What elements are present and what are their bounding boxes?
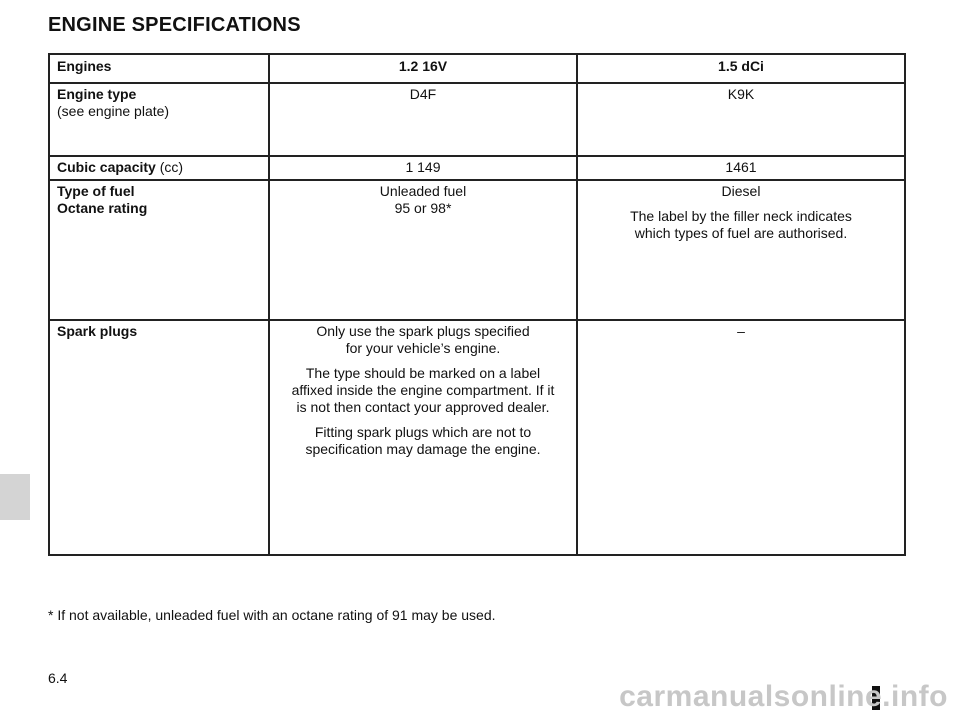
table-header-row [49, 54, 905, 83]
spark-plugs-line: affixed inside the engine compartment. If it [291, 382, 555, 398]
footnote: * If not available, unleaded fuel with an octane rating of 91 may be used. [48, 607, 496, 623]
fuel-value-2-line: The label by the filler neck indicates [630, 208, 852, 224]
spark-plugs-line: specification may damage the engine. [305, 441, 541, 457]
cubic-capacity-value-2: 1461 [577, 156, 905, 180]
cubic-capacity-value-1: 1 149 [269, 156, 577, 180]
cubic-capacity-unit: (cc) [155, 159, 184, 175]
engine-type-value-1: D4F [269, 83, 577, 156]
table-row-engine-type [49, 83, 905, 156]
spark-plugs-line: Only use the spark plugs specified [316, 323, 530, 339]
spark-plugs-label-cell [49, 320, 269, 555]
engine-type-label-cell [49, 83, 269, 156]
engine-type-label: Engine type [57, 86, 137, 102]
spark-plugs-line: The type should be marked on a label [305, 365, 541, 381]
page-number: 6.4 [48, 670, 68, 686]
fuel-value-2-line: Diesel [721, 183, 761, 199]
spark-plugs-value-1 [269, 320, 577, 555]
octane-rating-label: Octane rating [57, 200, 148, 216]
fuel-label-cell [49, 180, 269, 320]
header-engine-2: 1.5 dCi [577, 54, 905, 83]
table-row-spark-plugs [49, 320, 905, 555]
cubic-capacity-label-cell [49, 156, 269, 180]
fuel-type-label: Type of fuel [57, 183, 135, 199]
engine-spec-table [48, 53, 906, 556]
spark-plugs-label: Spark plugs [57, 323, 138, 339]
fuel-value-1-line: Unleaded fuel [379, 183, 467, 199]
engine-type-value-2: K9K [577, 83, 905, 156]
fuel-value-2-line: which types of fuel are authorised. [634, 225, 848, 241]
spark-plugs-line: is not then contact your approved dealer. [296, 399, 550, 415]
cubic-capacity-label: Cubic capacity [57, 159, 156, 175]
spark-plugs-line: for your vehicle’s engine. [345, 340, 501, 356]
table-row-cubic-capacity [49, 156, 905, 180]
fuel-value-2 [577, 180, 905, 320]
page-title: ENGINE SPECIFICATIONS [48, 14, 301, 36]
spark-plugs-line: Fitting spark plugs which are not to [314, 424, 532, 440]
spark-plugs-value-2: – [577, 320, 905, 555]
fuel-value-1-line: 95 or 98* [394, 200, 452, 216]
spark-plugs-paragraph [277, 424, 569, 458]
table-row-fuel [49, 180, 905, 320]
header-engines: Engines [49, 54, 269, 83]
engine-type-note: (see engine plate) [57, 103, 170, 119]
header-engine-1: 1.2 16V [269, 54, 577, 83]
chapter-tab [0, 474, 30, 520]
watermark-text: carmanualsonline.info [619, 680, 948, 713]
spark-plugs-paragraph [277, 323, 569, 357]
spark-plugs-paragraph [277, 365, 569, 416]
fuel-value-1 [269, 180, 577, 320]
